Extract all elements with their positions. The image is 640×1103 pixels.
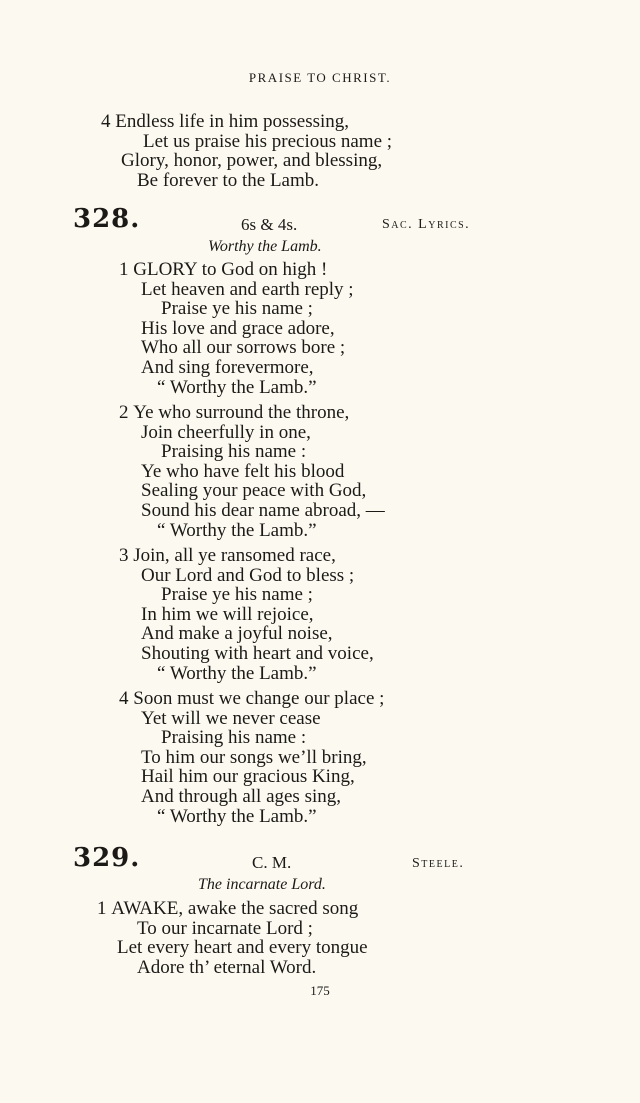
verse-line: to God on high ! [196,259,328,280]
stanza [119,403,385,540]
hymn-number: 329. [73,843,141,873]
stanza-number: 2 [119,402,129,423]
verse-line: Let heaven and earth reply ; [141,278,354,300]
verse-line: Praise ye his name ; [161,298,313,320]
verse-line: And make a joyful noise, [141,623,333,645]
verse-line: Soon must we change our place ; [133,688,385,709]
verse-line: To our incarnate Lord ; [137,917,313,939]
hymn-title: Worthy the Lamb. [208,238,322,255]
hymn-title: The incarnate Lord. [198,876,326,893]
verse-line: Adore th’ eternal Word. [137,956,317,978]
stanza-number: 1 [97,898,107,919]
verse-line: Shouting with heart and voice, [141,642,374,664]
verse-line: And through all ages sing, [141,785,342,807]
verse-line: Ye who have felt his blood [141,460,345,482]
verse-line: , awake the sacred song [178,898,359,919]
verse-line: Hail him our gracious King, [141,766,355,788]
hymn-meter: 6s & 4s. [241,215,298,234]
verse-line: Let every heart and every tongue [117,937,368,959]
verse-line: Praising his name : [161,727,307,749]
page-number: 175 [310,983,330,998]
verse-line: Praising his name : [161,441,307,463]
verse-line: “ Worthy the Lamb.” [157,519,317,541]
verse-line: Ye who surround the throne, [133,402,350,423]
stanza [119,546,374,683]
prev-hymn-stanza [101,112,392,190]
verse-line: Join, all ye ransomed race, [133,545,336,566]
stanza-number: 4 [119,688,129,709]
verse-first-word: AWAKE [111,898,179,919]
verse-line: Sealing your peace with God, [141,480,367,502]
hymn-author: Steele. [412,856,465,871]
verse-line: Join cheerfully in one, [141,421,311,443]
verse-line: Endless life in him possessing, [115,111,350,132]
verse-line: Who all our sorrows bore ; [141,337,346,359]
verse-line: Be forever to the Lamb. [137,169,320,191]
hymn-author: Sac. Lyrics. [382,217,471,232]
stanza [119,260,354,397]
verse-line: His love and grace adore, [141,317,335,339]
verse-line: In him we will rejoice, [141,603,314,625]
running-head: PRAISE TO CHRIST. [248,70,392,85]
verse-line: Sound his dear name abroad, — [141,499,385,521]
verse-line: Let us praise his precious name ; [143,130,393,152]
stanza-number: 3 [119,545,129,566]
verse-first-word: GLORY [133,259,197,280]
verse-line: To him our songs we’ll bring, [141,746,367,768]
verse-line: Yet will we never cease [141,707,321,729]
verse-line: Our Lord and God to bless ; [141,564,355,586]
stanza [119,689,384,826]
hymn-meter: C. M. [252,853,292,872]
verse-line: “ Worthy the Lamb.” [157,662,317,684]
hymn-number: 328. [73,204,141,234]
verse-line: And sing forevermore, [141,356,314,378]
verse-line: “ Worthy the Lamb.” [157,376,317,398]
verse-line: Glory, honor, power, and blessing, [121,150,383,172]
stanza-number: 4 [101,111,111,132]
stanza-number: 1 [119,259,129,280]
verse-line: Praise ye his name ; [161,584,313,606]
stanza [97,899,368,977]
verse-line: “ Worthy the Lamb.” [157,805,317,827]
